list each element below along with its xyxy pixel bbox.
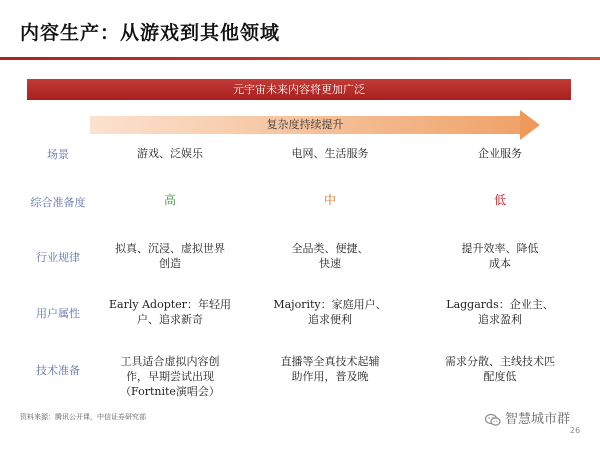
cell-tech-games: [105, 354, 235, 399]
line: 追求盈利: [478, 313, 522, 326]
cell-law-games: [105, 241, 235, 271]
page-number: 26: [570, 426, 581, 435]
readiness-low: 低: [493, 193, 506, 207]
line: （Fortnite演唱会）: [120, 385, 220, 398]
line: 全品类、便捷、: [291, 242, 369, 255]
row-label-user-attributes: 用户属性: [36, 307, 80, 320]
cell-law-enterprise: [420, 241, 580, 271]
cell-scene-games: 游戏、泛娱乐: [137, 147, 203, 160]
page-title: 内容生产：从游戏到其他领域: [20, 22, 281, 44]
line: 提升效率、降低: [461, 242, 539, 255]
title-divider: [0, 57, 600, 60]
banner-bar: 元宇宙未来内容将更加广泛: [27, 79, 571, 100]
line: Early Adopter：年轻用: [109, 298, 231, 311]
row-label-industry-law: 行业规律: [36, 251, 80, 264]
complexity-arrow: [90, 110, 550, 140]
source-footnote: 资料来源：腾讯公开课，中信证券研究部: [20, 413, 146, 421]
wechat-icon: [485, 412, 501, 428]
row-label-scene: 场景: [47, 148, 69, 161]
cell-tech-grid: [255, 354, 405, 384]
line: 需求分散、主线技术匹: [445, 355, 555, 368]
cell-scene-enterprise: 企业服务: [478, 147, 522, 160]
cell-user-enterprise: [420, 297, 580, 327]
row-label-tech-readiness: 技术准备: [36, 364, 80, 377]
row-label-readiness: 综合准备度: [30, 196, 86, 209]
line: Majority：家庭用户、: [273, 298, 387, 311]
line: 配度低: [483, 370, 517, 383]
readiness-high: 高: [163, 193, 176, 207]
line: 作，早期尝试出现: [126, 370, 214, 383]
readiness-medium: 中: [323, 193, 336, 207]
line: 户、追求新奇: [137, 313, 203, 326]
line: 直播等全真技术起辅: [280, 355, 380, 368]
cell-tech-enterprise: [420, 354, 580, 384]
cell-law-grid: [255, 241, 405, 271]
line: 拟真、沉浸、虚拟世界: [115, 242, 225, 255]
line: 快速: [319, 257, 341, 270]
line: 工具适合虚拟内容创: [120, 355, 220, 368]
line: 创造: [159, 257, 181, 270]
arrow-label: 复杂度持续提升: [266, 118, 344, 131]
line: 追求便利: [308, 313, 352, 326]
watermark-text: 智慧城市群: [505, 412, 571, 427]
line: Laggards：企业主、: [446, 298, 554, 311]
cell-user-grid: [255, 297, 405, 327]
cell-user-games: [105, 297, 235, 327]
arrow-head: [520, 110, 540, 140]
line: 助作用，普及晚: [291, 370, 369, 383]
line: 成本: [489, 257, 511, 270]
cell-scene-grid: 电网、生活服务: [291, 147, 369, 160]
